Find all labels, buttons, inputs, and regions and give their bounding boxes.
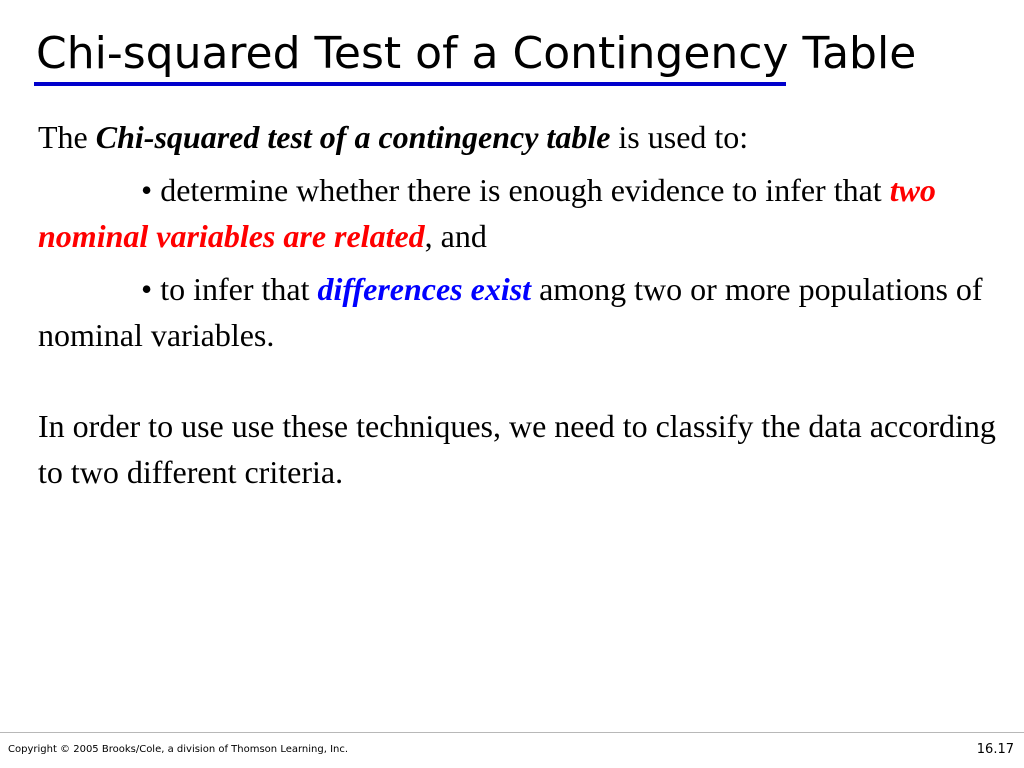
slide-number: 16.17 (976, 742, 1014, 757)
bullet-differences-emphasis: differences exist (317, 271, 532, 307)
intro-suffix: is used to: (610, 119, 749, 155)
copyright-notice: Copyright © 2005 Brooks/Cole, a division of Thomson Learning, Inc. (8, 744, 349, 755)
bullet-related-emphasis: two nominal variables are related (38, 172, 936, 254)
intro-paragraph (38, 114, 998, 160)
bullet-related-lead: • determine whether there is enough evidence to infer that (141, 172, 890, 208)
bullet-differences-tail: among two or more populations of nominal variables. (38, 271, 983, 353)
bullet-related-tail: , and (424, 218, 487, 254)
slide-title: Chi-squared Test of a Contingency Table (36, 28, 917, 79)
bullet-differences-lead: • to infer that (141, 271, 318, 307)
slide-body (38, 114, 998, 495)
title-underline (34, 82, 786, 86)
bullet-item-related (38, 167, 998, 259)
intro-emphasis: Chi-squared test of a contingency table (95, 119, 611, 155)
intro-prefix: The (38, 119, 96, 155)
closing-paragraph: In order to use use these techniques, we need to classify the data according to two different criteria. (38, 408, 996, 490)
bullet-item-differences (38, 266, 998, 358)
footer-divider (0, 732, 1024, 733)
